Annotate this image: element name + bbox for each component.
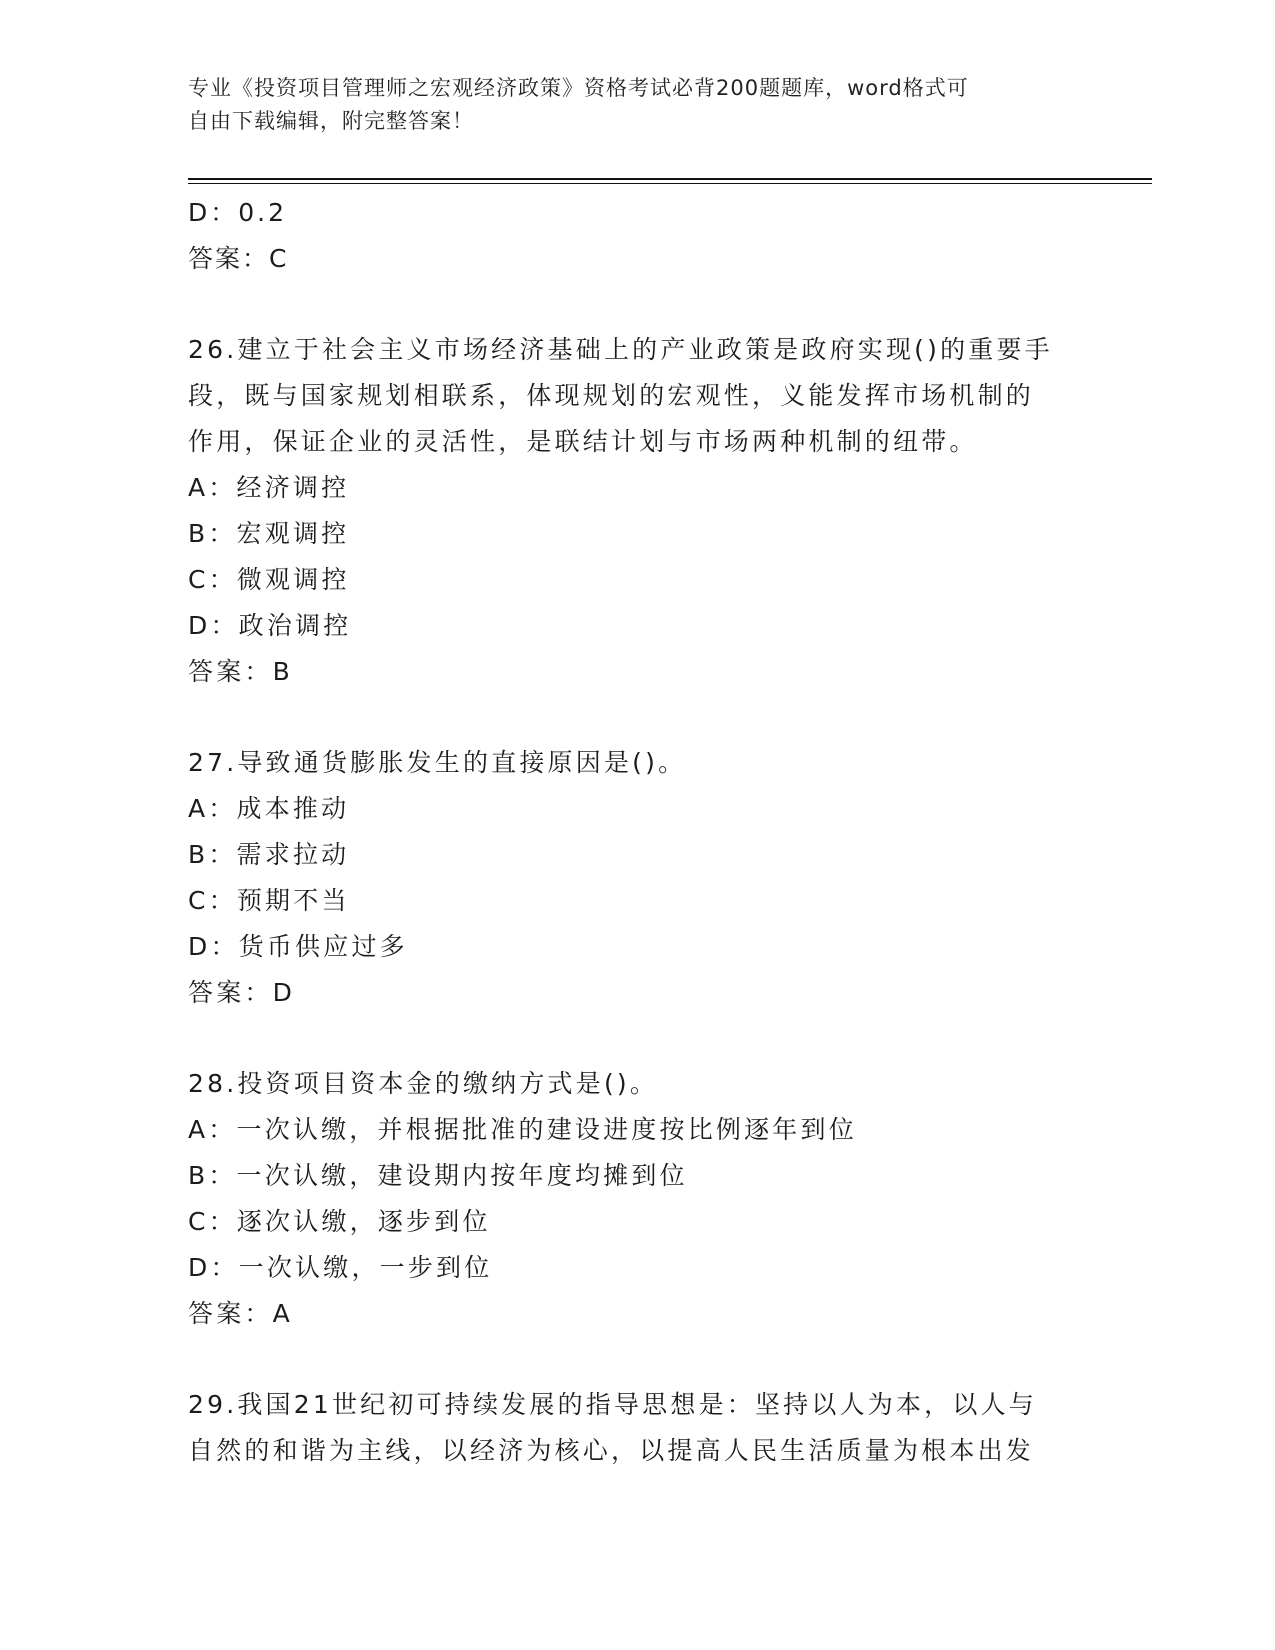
option-c: C：逐次认缴，逐步到位 (188, 1207, 491, 1236)
header-rule-thin (188, 183, 1152, 184)
option-b: B：一次认缴，建设期内按年度均摊到位 (188, 1161, 688, 1190)
spacer (188, 695, 1152, 740)
option-a: A：一次认缴，并根据批准的建设进度按比例逐年到位 (188, 1115, 857, 1144)
question-stem-line: 自然的和谐为主线，以经济为核心，以提高人民生活质量为根本出发 (188, 1436, 1035, 1465)
spacer (188, 282, 1152, 327)
question-stem-line: 作用，保证企业的灵活性，是联结计划与市场两种机制的纽带。 (188, 427, 978, 456)
header-line-1: 专业《投资项目管理师之宏观经济政策》资格考试必背200题题库，word格式可 (188, 76, 969, 100)
prev-option-d: D：0.2 (188, 198, 288, 227)
option-c: C：预期不当 (188, 886, 350, 915)
answer: 答案：A (188, 1299, 293, 1328)
spacer (188, 1337, 1152, 1382)
option-a: A：成本推动 (188, 794, 350, 823)
prev-answer: 答案：C (188, 244, 289, 273)
document-header (188, 72, 1088, 138)
option-b: B：宏观调控 (188, 519, 350, 548)
option-c: C：微观调控 (188, 565, 350, 594)
option-d: D：货币供应过多 (188, 932, 408, 961)
question-stem-line: 29.我国21世纪初可持续发展的指导思想是：坚持以人为本，以人与 (188, 1390, 1037, 1419)
question-29 (188, 1382, 1152, 1474)
option-b: B：需求拉动 (188, 840, 350, 869)
option-d: D：一次认缴，一步到位 (188, 1253, 493, 1282)
header-line-2: 自由下载编辑，附完整答案！ (188, 109, 474, 133)
spacer (188, 1016, 1152, 1061)
option-d: D：政治调控 (188, 611, 352, 640)
question-stem-line: 27.导致通货膨胀发生的直接原因是()。 (188, 748, 687, 777)
answer: 答案：B (188, 657, 293, 686)
question-stem-line: 段，既与国家规划相联系，体现规划的宏观性，义能发挥市场机制的 (188, 381, 1035, 410)
header-rule-thick (188, 178, 1152, 180)
option-a: A：经济调控 (188, 473, 350, 502)
question-stem-line: 28.投资项目资本金的缴纳方式是()。 (188, 1069, 659, 1098)
question-stem-line: 26.建立于社会主义市场经济基础上的产业政策是政府实现()的重要手 (188, 335, 1053, 364)
question-28 (188, 1061, 1152, 1337)
document-body (188, 190, 1152, 1474)
answer: 答案：D (188, 978, 296, 1007)
question-26 (188, 327, 1152, 695)
question-27 (188, 740, 1152, 1016)
